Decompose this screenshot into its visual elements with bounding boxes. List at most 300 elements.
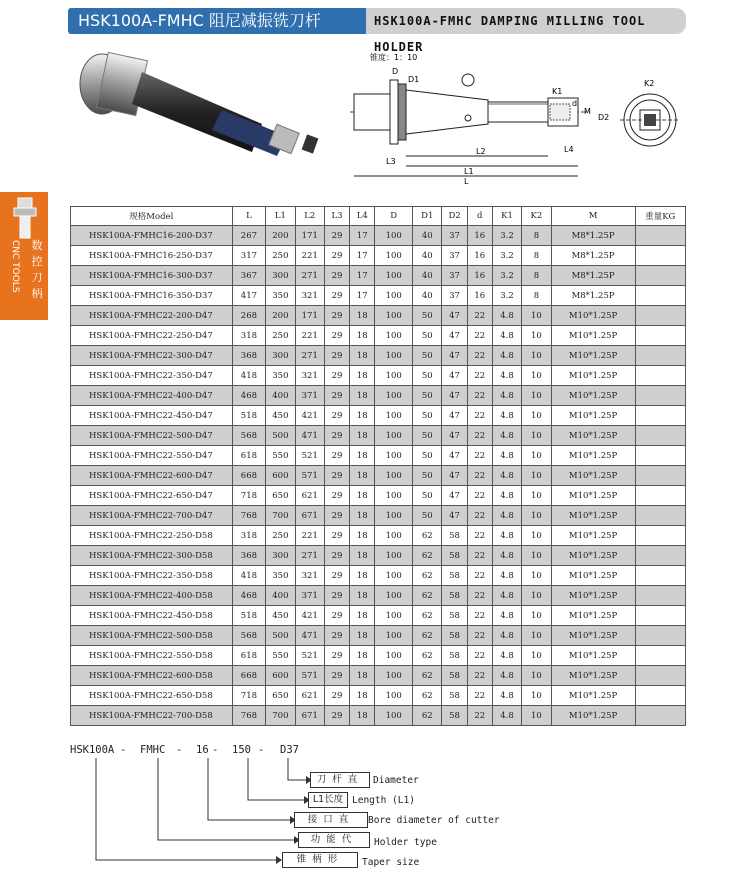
- table-cell: [635, 526, 685, 546]
- table-cell: 521: [295, 646, 324, 666]
- table-cell: 671: [295, 706, 324, 726]
- table-cell: 62: [413, 606, 442, 626]
- table-cell: 10: [522, 586, 551, 606]
- table-cell: 271: [295, 546, 324, 566]
- table-cell: 37: [442, 266, 467, 286]
- technical-drawing: [340, 44, 750, 189]
- table-cell: 58: [442, 526, 467, 546]
- table-cell: [635, 706, 685, 726]
- code-sep-3: -: [212, 744, 219, 756]
- table-cell: 317: [232, 246, 266, 266]
- table-cell: M10*1.25P: [551, 706, 635, 726]
- model-cell: HSK100A-FMHC22-250-D47: [71, 326, 233, 346]
- table-cell: 600: [266, 466, 295, 486]
- legend-en-length: Length (L1): [352, 795, 415, 806]
- table-cell: 100: [375, 666, 413, 686]
- table-row: [71, 286, 686, 306]
- table-row: [71, 266, 686, 286]
- table-cell: 22: [467, 566, 492, 586]
- table-cell: 62: [413, 706, 442, 726]
- table-cell: 550: [266, 646, 295, 666]
- model-cell: HSK100A-FMHC22-500-D47: [71, 426, 233, 446]
- table-cell: 8: [522, 266, 551, 286]
- table-cell: M10*1.25P: [551, 666, 635, 686]
- table-cell: 8: [522, 286, 551, 306]
- table-cell: 200: [266, 226, 295, 246]
- table-cell: 450: [266, 406, 295, 426]
- table-header-row: [71, 207, 686, 226]
- model-cell: HSK100A-FMHC22-550-D47: [71, 446, 233, 466]
- table-cell: M10*1.25P: [551, 606, 635, 626]
- table-cell: 321: [295, 286, 324, 306]
- table-cell: 18: [350, 306, 375, 326]
- table-cell: [635, 366, 685, 386]
- table-cell: 47: [442, 426, 467, 446]
- column-header: 规格Model: [71, 207, 233, 226]
- table-cell: 4.8: [492, 646, 521, 666]
- table-cell: 300: [266, 546, 295, 566]
- table-row: [71, 326, 686, 346]
- table-cell: 268: [232, 306, 266, 326]
- table-cell: 17: [350, 286, 375, 306]
- table-cell: 550: [266, 446, 295, 466]
- table-cell: 450: [266, 606, 295, 626]
- table-cell: 100: [375, 486, 413, 506]
- table-cell: [635, 326, 685, 346]
- table-cell: 668: [232, 666, 266, 686]
- table-cell: 3.2: [492, 226, 521, 246]
- table-cell: M10*1.25P: [551, 626, 635, 646]
- table-cell: M10*1.25P: [551, 466, 635, 486]
- table-cell: 368: [232, 546, 266, 566]
- table-cell: 4.8: [492, 506, 521, 526]
- table-cell: 47: [442, 326, 467, 346]
- table-cell: 100: [375, 466, 413, 486]
- table-cell: 22: [467, 486, 492, 506]
- table-cell: 29: [324, 706, 349, 726]
- table-cell: [635, 566, 685, 586]
- table-cell: [635, 546, 685, 566]
- table-cell: 22: [467, 326, 492, 346]
- table-cell: 221: [295, 326, 324, 346]
- svg-text:L2: L2: [476, 147, 486, 156]
- model-cell: HSK100A-FMHC16-350-D37: [71, 286, 233, 306]
- table-cell: 4.8: [492, 326, 521, 346]
- table-cell: 10: [522, 626, 551, 646]
- table-cell: 100: [375, 586, 413, 606]
- table-cell: 22: [467, 666, 492, 686]
- table-cell: 18: [350, 566, 375, 586]
- table-cell: 4.8: [492, 386, 521, 406]
- table-cell: 18: [350, 346, 375, 366]
- table-cell: 22: [467, 626, 492, 646]
- table-cell: 10: [522, 306, 551, 326]
- table-cell: 100: [375, 446, 413, 466]
- table-row: [71, 566, 686, 586]
- table-cell: 4.8: [492, 346, 521, 366]
- table-cell: 18: [350, 446, 375, 466]
- table-cell: 10: [522, 366, 551, 386]
- svg-text:d: d: [572, 99, 578, 108]
- table-cell: 371: [295, 586, 324, 606]
- column-header: D: [375, 207, 413, 226]
- legend-box-type: 功能代: [298, 832, 370, 848]
- table-cell: M10*1.25P: [551, 346, 635, 366]
- table-cell: 18: [350, 326, 375, 346]
- table-cell: [635, 246, 685, 266]
- table-cell: 4.8: [492, 626, 521, 646]
- table-cell: 50: [413, 406, 442, 426]
- table-cell: 100: [375, 286, 413, 306]
- table-row: [71, 446, 686, 466]
- table-cell: 50: [413, 326, 442, 346]
- table-cell: 62: [413, 566, 442, 586]
- table-cell: [635, 386, 685, 406]
- code-part-type: FMHC: [140, 744, 166, 756]
- table-cell: 4.8: [492, 426, 521, 446]
- table-cell: 22: [467, 366, 492, 386]
- table-cell: 618: [232, 446, 266, 466]
- table-cell: 10: [522, 386, 551, 406]
- table-cell: 221: [295, 526, 324, 546]
- table-cell: 62: [413, 546, 442, 566]
- table-cell: 10: [522, 506, 551, 526]
- code-sep-2: -: [176, 744, 183, 756]
- table-cell: 100: [375, 426, 413, 446]
- legend-en-type: Holder type: [374, 837, 437, 848]
- table-cell: [635, 506, 685, 526]
- table-cell: 500: [266, 626, 295, 646]
- table-cell: 668: [232, 466, 266, 486]
- table-cell: 16: [467, 266, 492, 286]
- table-cell: 621: [295, 486, 324, 506]
- column-header: d: [467, 207, 492, 226]
- table-cell: 29: [324, 426, 349, 446]
- table-cell: 4.8: [492, 366, 521, 386]
- svg-text:K1: K1: [552, 87, 563, 96]
- table-cell: 568: [232, 626, 266, 646]
- table-cell: M10*1.25P: [551, 366, 635, 386]
- table-cell: 58: [442, 706, 467, 726]
- table-cell: 29: [324, 246, 349, 266]
- table-cell: 29: [324, 646, 349, 666]
- table-cell: 18: [350, 626, 375, 646]
- table-cell: 40: [413, 266, 442, 286]
- table-cell: 50: [413, 426, 442, 446]
- table-cell: 29: [324, 666, 349, 686]
- table-cell: 321: [295, 366, 324, 386]
- column-header: L3: [324, 207, 349, 226]
- side-tab-en: CNC TOOLS: [10, 240, 20, 293]
- table-cell: 22: [467, 406, 492, 426]
- column-header: L1: [266, 207, 295, 226]
- model-cell: HSK100A-FMHC22-350-D47: [71, 366, 233, 386]
- table-cell: 29: [324, 526, 349, 546]
- table-cell: M10*1.25P: [551, 486, 635, 506]
- table-cell: 671: [295, 506, 324, 526]
- table-cell: 318: [232, 526, 266, 546]
- table-cell: 47: [442, 446, 467, 466]
- table-cell: 58: [442, 586, 467, 606]
- table-cell: 18: [350, 506, 375, 526]
- table-cell: 62: [413, 586, 442, 606]
- table-cell: 37: [442, 286, 467, 306]
- table-cell: [635, 266, 685, 286]
- column-header: K1: [492, 207, 521, 226]
- table-cell: M8*1.25P: [551, 266, 635, 286]
- table-cell: 29: [324, 486, 349, 506]
- legend-box-taper: 锥柄形: [282, 852, 358, 868]
- column-header: D1: [413, 207, 442, 226]
- table-cell: 10: [522, 446, 551, 466]
- table-cell: 10: [522, 486, 551, 506]
- table-row: [71, 366, 686, 386]
- table-cell: M8*1.25P: [551, 286, 635, 306]
- table-cell: 8: [522, 246, 551, 266]
- table-cell: 58: [442, 566, 467, 586]
- table-cell: 50: [413, 466, 442, 486]
- table-cell: 621: [295, 686, 324, 706]
- table-cell: 418: [232, 566, 266, 586]
- table-cell: 22: [467, 546, 492, 566]
- table-cell: 22: [467, 686, 492, 706]
- table-cell: 40: [413, 286, 442, 306]
- table-cell: 4.8: [492, 306, 521, 326]
- code-part-bore: 16: [196, 744, 209, 756]
- table-cell: 3.2: [492, 266, 521, 286]
- table-cell: 18: [350, 706, 375, 726]
- table-cell: M10*1.25P: [551, 326, 635, 346]
- legend-en-bore: Bore diameter of cutter: [368, 815, 500, 826]
- table-row: [71, 346, 686, 366]
- table-cell: 29: [324, 566, 349, 586]
- table-cell: 17: [350, 266, 375, 286]
- table-cell: 568: [232, 426, 266, 446]
- table-cell: 29: [324, 346, 349, 366]
- table-cell: 10: [522, 406, 551, 426]
- table-cell: 100: [375, 506, 413, 526]
- table-cell: 100: [375, 386, 413, 406]
- table-cell: 350: [266, 566, 295, 586]
- table-cell: 700: [266, 506, 295, 526]
- code-sep-1: -: [120, 744, 127, 756]
- table-cell: 22: [467, 506, 492, 526]
- table-cell: 100: [375, 686, 413, 706]
- table-cell: M8*1.25P: [551, 226, 635, 246]
- table-cell: M10*1.25P: [551, 546, 635, 566]
- table-cell: 29: [324, 306, 349, 326]
- svg-text:L: L: [464, 177, 469, 186]
- table-cell: 50: [413, 366, 442, 386]
- svg-text:K2: K2: [644, 79, 655, 88]
- table-cell: M10*1.25P: [551, 566, 635, 586]
- model-cell: HSK100A-FMHC22-300-D58: [71, 546, 233, 566]
- table-cell: 10: [522, 326, 551, 346]
- svg-text:L1: L1: [464, 167, 474, 176]
- table-cell: 350: [266, 286, 295, 306]
- table-cell: 47: [442, 506, 467, 526]
- table-cell: 50: [413, 486, 442, 506]
- table-cell: 471: [295, 426, 324, 446]
- table-cell: 468: [232, 386, 266, 406]
- table-row: [71, 386, 686, 406]
- header-title-en: HSK100A-FMHC DAMPING MILLING TOOL HOLDER: [366, 8, 686, 34]
- header-title-cn: HSK100A-FMHC 阻尼减振铣刀杆: [68, 8, 366, 34]
- table-cell: M10*1.25P: [551, 646, 635, 666]
- table-cell: 100: [375, 546, 413, 566]
- table-cell: 3.2: [492, 286, 521, 306]
- table-cell: 22: [467, 706, 492, 726]
- model-cell: HSK100A-FMHC16-300-D37: [71, 266, 233, 286]
- table-cell: M10*1.25P: [551, 426, 635, 446]
- table-cell: 47: [442, 466, 467, 486]
- table-cell: [635, 486, 685, 506]
- table-row: [71, 466, 686, 486]
- table-cell: 10: [522, 646, 551, 666]
- table-cell: 18: [350, 606, 375, 626]
- table-cell: 100: [375, 526, 413, 546]
- table-cell: 58: [442, 606, 467, 626]
- table-row: [71, 546, 686, 566]
- table-cell: 100: [375, 366, 413, 386]
- table-cell: 47: [442, 406, 467, 426]
- table-cell: M10*1.25P: [551, 686, 635, 706]
- table-row: [71, 486, 686, 506]
- table-cell: 171: [295, 306, 324, 326]
- table-cell: 18: [350, 586, 375, 606]
- model-cell: HSK100A-FMHC22-300-D47: [71, 346, 233, 366]
- table-cell: 4.8: [492, 686, 521, 706]
- table-cell: 618: [232, 646, 266, 666]
- table-cell: [635, 286, 685, 306]
- table-cell: M10*1.25P: [551, 586, 635, 606]
- table-cell: 4.8: [492, 706, 521, 726]
- table-cell: 100: [375, 326, 413, 346]
- table-cell: 100: [375, 266, 413, 286]
- column-header: 重量KG: [635, 207, 685, 226]
- table-cell: 100: [375, 406, 413, 426]
- table-cell: M10*1.25P: [551, 506, 635, 526]
- table-cell: 4.8: [492, 566, 521, 586]
- table-cell: 171: [295, 226, 324, 246]
- table-cell: 100: [375, 606, 413, 626]
- table-cell: 47: [442, 386, 467, 406]
- table-cell: 29: [324, 266, 349, 286]
- table-cell: 250: [266, 326, 295, 346]
- table-row: [71, 526, 686, 546]
- table-row: [71, 306, 686, 326]
- table-cell: 4.8: [492, 586, 521, 606]
- table-cell: 40: [413, 226, 442, 246]
- table-cell: 50: [413, 306, 442, 326]
- table-cell: 100: [375, 646, 413, 666]
- table-cell: 18: [350, 386, 375, 406]
- table-cell: [635, 306, 685, 326]
- table-cell: 250: [266, 526, 295, 546]
- table-cell: 62: [413, 666, 442, 686]
- table-cell: 47: [442, 306, 467, 326]
- table-cell: 29: [324, 226, 349, 246]
- table-row: [71, 586, 686, 606]
- table-cell: 22: [467, 606, 492, 626]
- table-cell: [635, 466, 685, 486]
- tool-holder-icon: [8, 196, 44, 240]
- legend-box-length: L1长度: [308, 792, 348, 808]
- table-cell: 47: [442, 366, 467, 386]
- table-cell: 4.8: [492, 546, 521, 566]
- model-cell: HSK100A-FMHC22-400-D47: [71, 386, 233, 406]
- column-header: L4: [350, 207, 375, 226]
- table-row: [71, 426, 686, 446]
- taper-label: 锥度：1：10: [370, 53, 418, 62]
- table-cell: 650: [266, 686, 295, 706]
- model-cell: HSK100A-FMHC22-400-D58: [71, 586, 233, 606]
- table-cell: 400: [266, 386, 295, 406]
- table-cell: 367: [232, 266, 266, 286]
- table-row: [71, 646, 686, 666]
- table-cell: 37: [442, 246, 467, 266]
- table-cell: [635, 586, 685, 606]
- model-cell: HSK100A-FMHC22-500-D58: [71, 626, 233, 646]
- table-cell: 22: [467, 526, 492, 546]
- table-cell: 29: [324, 586, 349, 606]
- table-cell: 18: [350, 406, 375, 426]
- table-cell: 29: [324, 626, 349, 646]
- model-cell: HSK100A-FMHC22-250-D58: [71, 526, 233, 546]
- model-cell: HSK100A-FMHC22-650-D47: [71, 486, 233, 506]
- code-sep-4: -: [258, 744, 265, 756]
- table-cell: 62: [413, 526, 442, 546]
- table-cell: 468: [232, 586, 266, 606]
- table-cell: [635, 606, 685, 626]
- table-cell: 50: [413, 386, 442, 406]
- table-cell: 471: [295, 626, 324, 646]
- table-cell: 50: [413, 446, 442, 466]
- legend-en-taper: Taper size: [362, 857, 420, 868]
- table-cell: 200: [266, 306, 295, 326]
- table-cell: [635, 346, 685, 366]
- table-cell: 4.8: [492, 606, 521, 626]
- model-cell: HSK100A-FMHC22-700-D58: [71, 706, 233, 726]
- table-cell: 50: [413, 506, 442, 526]
- column-header: M: [551, 207, 635, 226]
- spec-table: [70, 206, 686, 726]
- table-cell: 4.8: [492, 466, 521, 486]
- svg-text:M: M: [584, 107, 591, 116]
- table-cell: 10: [522, 526, 551, 546]
- table-cell: M10*1.25P: [551, 306, 635, 326]
- table-cell: 40: [413, 246, 442, 266]
- table-cell: 18: [350, 366, 375, 386]
- table-cell: 718: [232, 686, 266, 706]
- table-cell: 250: [266, 246, 295, 266]
- table-cell: 17: [350, 246, 375, 266]
- model-cell: HSK100A-FMHC22-700-D47: [71, 506, 233, 526]
- table-cell: M10*1.25P: [551, 386, 635, 406]
- table-cell: 4.8: [492, 666, 521, 686]
- svg-text:L3: L3: [386, 157, 396, 166]
- table-cell: 267: [232, 226, 266, 246]
- table-cell: M8*1.25P: [551, 246, 635, 266]
- table-cell: 22: [467, 426, 492, 446]
- table-cell: 571: [295, 466, 324, 486]
- table-cell: 518: [232, 606, 266, 626]
- table-cell: 10: [522, 546, 551, 566]
- table-cell: 29: [324, 326, 349, 346]
- table-row: [71, 626, 686, 646]
- table-row: [71, 606, 686, 626]
- table-cell: 100: [375, 706, 413, 726]
